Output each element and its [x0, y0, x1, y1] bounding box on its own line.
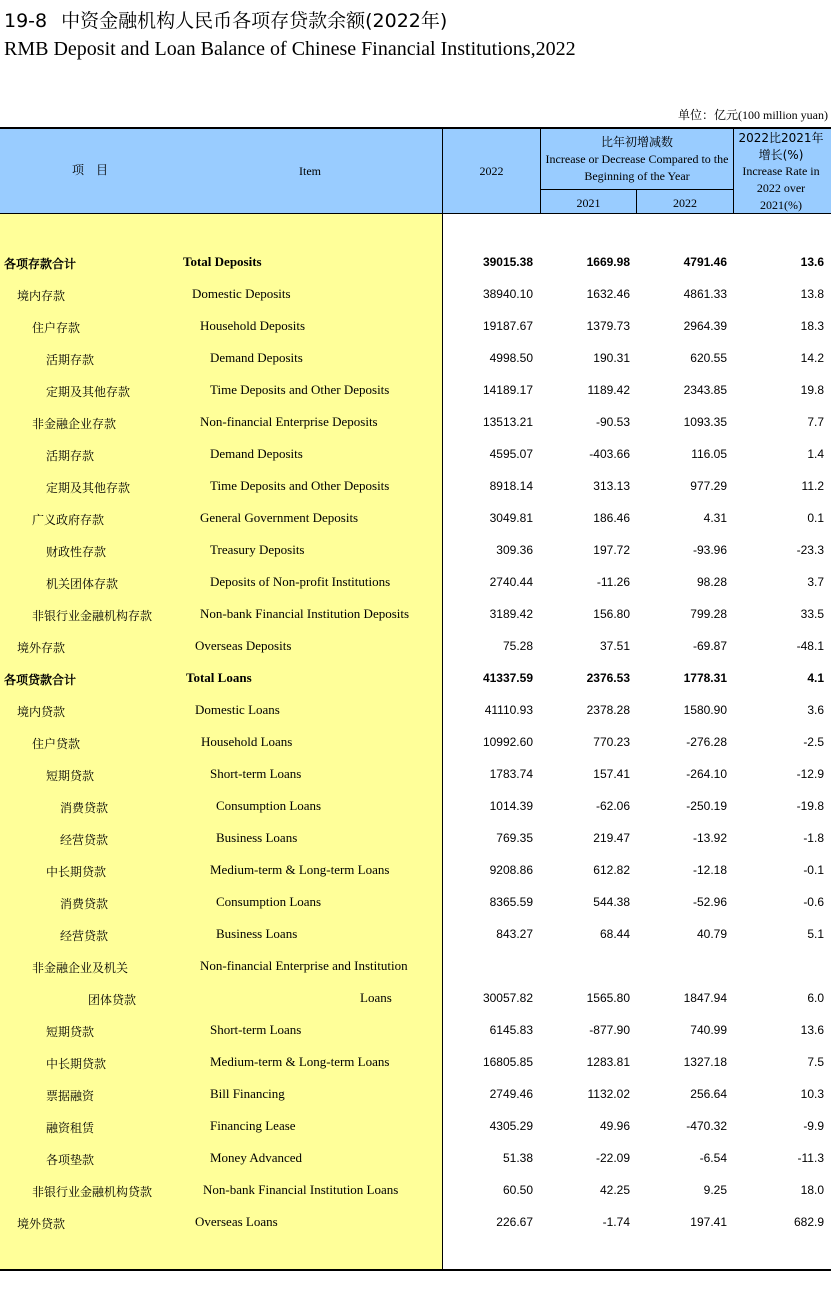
row-value-2022: 16805.85: [482, 1055, 533, 1069]
table-row: [0, 759, 831, 791]
row-rate: 13.8: [800, 287, 824, 301]
row-item-cn: 境内贷款: [17, 705, 66, 719]
row-change-2021: -1.74: [602, 1215, 630, 1229]
header-rate-en: Increase Rate in 2022 over 2021(%): [742, 164, 820, 212]
row-value-2022: 4595.07: [489, 447, 533, 461]
table-row: [0, 567, 831, 599]
row-change-2022: 2964.39: [683, 319, 727, 333]
row-change-2021: 156.80: [593, 607, 630, 621]
row-change-2022: 98.28: [696, 575, 727, 589]
row-item-en: Overseas Loans: [195, 1214, 278, 1229]
row-item-cn: 非金融企业存款: [32, 417, 117, 431]
row-rate: 1.4: [807, 447, 824, 461]
row-item-en: Household Loans: [201, 734, 293, 749]
row-change-2021: 186.46: [593, 511, 630, 525]
row-item-cn: 机关团体存款: [46, 577, 119, 591]
row-change-2021: 1379.73: [586, 319, 630, 333]
row-change-2021: 1565.80: [586, 991, 630, 1005]
row-change-2022: 799.28: [690, 607, 727, 621]
row-change-2021: 42.25: [599, 1183, 630, 1197]
row-value-2022: 38940.10: [482, 287, 533, 301]
row-change-2021: 197.72: [593, 543, 630, 557]
row-change-2021: 1189.42: [587, 383, 630, 397]
row-change-2022: -276.28: [686, 735, 727, 749]
row-item-en: Financing Lease: [210, 1118, 296, 1133]
row-rate: -0.1: [803, 863, 824, 877]
row-item-cn: 各项贷款合计: [4, 673, 77, 687]
row-value-2022: 1783.74: [489, 767, 533, 781]
row-change-2022: 116.05: [691, 447, 727, 461]
table-row: [0, 983, 831, 1015]
row-rate: 18.0: [800, 1183, 824, 1197]
row-change-2021: -90.53: [595, 415, 630, 429]
row-item-cn: 短期贷款: [46, 769, 95, 783]
top-rule: [0, 127, 831, 129]
row-change-2021: 157.41: [593, 767, 630, 781]
row-value-2022: 3049.81: [489, 511, 533, 525]
row-item-cn: 票据融资: [46, 1089, 95, 1103]
row-change-2021: -403.66: [589, 447, 630, 461]
row-item-cn: 定期及其他存款: [46, 385, 131, 399]
row-rate: -0.6: [803, 895, 824, 909]
row-rate: 682.9: [793, 1215, 824, 1229]
row-value-2022: 8365.59: [489, 895, 533, 909]
row-value-2022: 13513.21: [482, 415, 533, 429]
row-rate: 19.8: [800, 383, 824, 397]
row-change-2021: 68.44: [599, 927, 630, 941]
row-item-en: Consumption Loans: [216, 894, 322, 909]
table-row: [0, 727, 831, 759]
table-row: [0, 375, 831, 407]
table-title-cn-text: 中资金融机构人民币各项存贷款余额(2022年): [61, 10, 448, 32]
row-item-cn: 经营贷款: [60, 929, 109, 943]
table-row: [0, 599, 831, 631]
row-item-en: Short-term Loans: [210, 1022, 302, 1037]
table-title-en: RMB Deposit and Loan Balance of Chinese Financial Institutions,2022: [4, 38, 576, 60]
row-value-2022: 4998.50: [489, 351, 533, 365]
row-value-2022: 4305.29: [489, 1119, 533, 1133]
row-change-2022: 1847.94: [683, 991, 727, 1005]
row-item-en: Non-financial Enterprise Deposits: [200, 414, 378, 429]
row-change-2022: 1327.18: [683, 1055, 727, 1069]
row-value-2022: 6145.83: [489, 1023, 533, 1037]
row-item-en: Domestic Loans: [195, 702, 280, 717]
table-row: [0, 1047, 831, 1079]
row-rate: -48.1: [796, 639, 824, 653]
row-item-en: Demand Deposits: [210, 350, 303, 365]
row-item-en: General Government Deposits: [200, 510, 359, 525]
row-change-2021: 1283.81: [586, 1055, 630, 1069]
row-value-2022: 51.38: [502, 1151, 533, 1165]
row-item-en: Business Loans: [216, 830, 298, 845]
row-item-en: Medium-term & Long-term Loans: [210, 1054, 390, 1069]
row-change-2022: -13.92: [692, 831, 727, 845]
row-item-cn: 各项垫款: [46, 1153, 95, 1167]
row-change-2022: 9.25: [703, 1183, 727, 1197]
row-item-cn: 境外存款: [17, 641, 66, 655]
row-value-2022: 1014.39: [489, 799, 533, 813]
unit-cn: 单位：亿元: [677, 108, 738, 122]
row-change-2022: 197.41: [690, 1215, 727, 1229]
table-row: [0, 343, 831, 375]
row-change-2022: -69.87: [692, 639, 727, 653]
row-rate: 4.1: [807, 671, 824, 685]
row-value-2022: 10992.60: [482, 735, 533, 749]
row-item-cn: 非银行业金融机构贷款: [32, 1185, 153, 1199]
header-rate-cn: 2022比2021年增长(%): [738, 131, 824, 162]
row-item-en: Money Advanced: [210, 1150, 303, 1165]
row-item-cn: 定期及其他存款: [46, 481, 131, 495]
row-rate: -9.9: [803, 1119, 824, 1133]
row-item-cn: 广义政府存款: [32, 513, 105, 527]
table-row: [0, 1143, 831, 1175]
table-row: [0, 791, 831, 823]
table-row: [0, 951, 831, 983]
row-value-2022: 60.50: [502, 1183, 533, 1197]
row-change-2021: 313.13: [593, 479, 630, 493]
row-value-2022: 3189.42: [489, 607, 533, 621]
row-rate: -19.8: [796, 799, 824, 813]
table-row: [0, 535, 831, 567]
row-item-cn: 各项存款合计: [4, 257, 77, 271]
table-number: 19-8: [4, 10, 48, 32]
row-change-2022: -250.19: [686, 799, 727, 813]
table-row: [0, 887, 831, 919]
row-value-2022: 41337.59: [482, 671, 533, 685]
row-change-2022: 4791.46: [683, 255, 727, 269]
table-row: [0, 663, 831, 695]
table-row: [0, 407, 831, 439]
table-title-cn: [4, 6, 447, 33]
row-item-cn: 消费贷款: [60, 897, 109, 911]
row-change-2021: -62.06: [595, 799, 630, 813]
row-change-2021: -11.26: [596, 575, 630, 589]
row-change-2022: 1778.31: [683, 671, 727, 685]
row-item-cn: 中长期贷款: [46, 865, 107, 879]
table-row: [0, 439, 831, 471]
row-rate: -11.3: [797, 1151, 824, 1165]
row-item-cn: 融资租赁: [46, 1121, 95, 1135]
row-item-cn: 非金融企业及机关: [32, 961, 129, 975]
header-sub-2021: 2021: [576, 196, 601, 210]
row-value-2022: 39015.38: [482, 255, 533, 269]
table-row: [0, 1079, 831, 1111]
row-item-en: Consumption Loans: [216, 798, 322, 813]
table-row: [0, 503, 831, 535]
row-value-2022: 30057.82: [482, 991, 533, 1005]
row-item-cn: 消费贷款: [60, 801, 109, 815]
row-change-2021: 219.47: [593, 831, 630, 845]
row-change-2022: -264.10: [686, 767, 727, 781]
row-value-2022: 226.67: [496, 1215, 533, 1229]
row-change-2021: 1632.46: [586, 287, 630, 301]
row-change-2022: 1093.35: [683, 415, 727, 429]
row-change-2022: -470.32: [686, 1119, 727, 1133]
row-rate: 11.2: [801, 479, 824, 493]
row-change-2022: 620.55: [690, 351, 727, 365]
row-change-2021: 544.38: [593, 895, 630, 909]
row-item-en: Total Deposits: [183, 254, 262, 269]
row-rate: 0.1: [807, 511, 824, 525]
row-item-en: Loans: [360, 990, 392, 1005]
row-item-en: Overseas Deposits: [195, 638, 292, 653]
row-rate: 14.2: [800, 351, 824, 365]
row-change-2021: 2378.28: [586, 703, 630, 717]
row-item-cn: 住户存款: [32, 321, 81, 335]
row-rate: 18.3: [800, 319, 824, 333]
row-change-2021: 37.51: [599, 639, 630, 653]
row-change-2021: 770.23: [593, 735, 630, 749]
row-rate: 3.7: [807, 575, 824, 589]
row-item-en: Non-bank Financial Institution Loans: [203, 1182, 399, 1197]
row-change-2022: -52.96: [692, 895, 727, 909]
row-value-2022: 75.28: [502, 639, 533, 653]
row-change-2022: 1580.90: [683, 703, 727, 717]
row-value-2022: 9208.86: [489, 863, 533, 877]
row-item-en: Domestic Deposits: [192, 286, 291, 301]
table-row: [0, 695, 831, 727]
row-item-cn: 团体贷款: [88, 993, 137, 1007]
row-change-2022: 4861.33: [683, 287, 727, 301]
unit-en: (100 million yuan): [738, 108, 828, 122]
row-item-en: Time Deposits and Other Deposits: [210, 478, 390, 493]
header-bottom-rule: [0, 213, 831, 214]
row-item-en: Time Deposits and Other Deposits: [210, 382, 390, 397]
row-item-en: Deposits of Non-profit Institutions: [210, 574, 391, 589]
header-2022: 2022: [479, 164, 504, 178]
row-value-2022: 843.27: [496, 927, 533, 941]
row-item-cn: 经营贷款: [60, 833, 109, 847]
bottom-rule: [0, 1269, 831, 1271]
row-change-2022: 256.64: [690, 1087, 727, 1101]
row-item-en: Medium-term & Long-term Loans: [210, 862, 390, 877]
row-value-2022: 41110.93: [484, 703, 533, 717]
row-rate: 33.5: [800, 607, 824, 621]
row-change-2021: 2376.53: [586, 671, 630, 685]
column-divider-rate: [733, 128, 734, 214]
row-rate: 13.6: [800, 1023, 824, 1037]
row-rate: 6.0: [807, 991, 824, 1005]
row-item-en: Non-bank Financial Institution Deposits: [200, 606, 410, 621]
row-rate: 7.5: [807, 1055, 824, 1069]
row-item-en: Business Loans: [216, 926, 298, 941]
row-change-2022: 2343.85: [683, 383, 727, 397]
subheader-divider: [636, 189, 637, 214]
row-item-cn: 境外贷款: [17, 1217, 66, 1231]
row-change-2021: -22.09: [595, 1151, 630, 1165]
table-row: [0, 823, 831, 855]
row-rate: 5.1: [807, 927, 824, 941]
header-item-cn: 项 目: [71, 163, 108, 177]
table-row: [0, 1175, 831, 1207]
row-change-2022: -93.96: [692, 543, 727, 557]
row-value-2022: 309.36: [496, 543, 533, 557]
table-row: [0, 247, 831, 279]
row-item-cn: 短期贷款: [46, 1025, 95, 1039]
row-item-cn: 中长期贷款: [46, 1057, 107, 1071]
row-item-cn: 境内存款: [17, 289, 66, 303]
header-change-cn: 比年初增减数: [600, 135, 673, 149]
row-change-2021: 190.31: [593, 351, 630, 365]
row-change-2022: 740.99: [690, 1023, 727, 1037]
row-change-2021: -877.90: [589, 1023, 630, 1037]
row-value-2022: 19187.67: [482, 319, 533, 333]
row-rate: -2.5: [803, 735, 824, 749]
row-rate: 13.6: [800, 255, 824, 269]
row-item-en: Household Deposits: [200, 318, 306, 333]
header-change-en: Increase or Decrease Compared to the Beginning of the Year: [545, 152, 729, 183]
row-value-2022: 14189.17: [482, 383, 533, 397]
table-row: [0, 855, 831, 887]
row-rate: 7.7: [807, 415, 824, 429]
row-rate: -12.9: [796, 767, 824, 781]
row-change-2022: 977.29: [690, 479, 727, 493]
row-item-en: Short-term Loans: [210, 766, 302, 781]
table-row: [0, 919, 831, 951]
row-change-2022: -12.18: [692, 863, 727, 877]
row-change-2021: 1669.98: [586, 255, 630, 269]
unit-label: [678, 106, 828, 123]
header-item-en: Item: [299, 164, 321, 178]
row-change-2021: 1132.02: [587, 1087, 630, 1101]
row-change-2021: 49.96: [599, 1119, 630, 1133]
row-value-2022: 769.35: [496, 831, 533, 845]
row-rate: -1.8: [803, 831, 824, 845]
table-row: [0, 1015, 831, 1047]
table-row: [0, 631, 831, 663]
row-change-2022: 4.31: [703, 511, 727, 525]
row-item-en: Total Loans: [186, 670, 252, 685]
table-row: [0, 471, 831, 503]
row-rate: 3.6: [807, 703, 824, 717]
row-item-cn: 活期存款: [46, 449, 95, 463]
row-item-en: Treasury Deposits: [210, 542, 305, 557]
row-item-en: Non-financial Enterprise and Institution: [200, 958, 408, 973]
row-item-cn: 活期存款: [46, 353, 95, 367]
row-value-2022: 2749.46: [489, 1087, 533, 1101]
row-item-cn: 财政性存款: [46, 545, 107, 559]
row-item-cn: 住户贷款: [32, 737, 81, 751]
table-row: [0, 311, 831, 343]
row-rate: -23.3: [796, 543, 824, 557]
table-row: [0, 1207, 831, 1239]
row-value-2022: 2740.44: [489, 575, 533, 589]
row-item-en: Bill Financing: [210, 1086, 285, 1101]
header-sub-2022: 2022: [673, 196, 697, 210]
row-item-cn: 非银行业金融机构存款: [32, 609, 153, 623]
row-value-2022: 8918.14: [489, 479, 533, 493]
row-rate: 10.3: [800, 1087, 824, 1101]
row-change-2022: 40.79: [696, 927, 727, 941]
table-row: [0, 279, 831, 311]
row-change-2022: -6.54: [699, 1151, 727, 1165]
row-item-en: Demand Deposits: [210, 446, 303, 461]
row-change-2021: 612.82: [593, 863, 630, 877]
column-divider-2022: [540, 128, 541, 214]
table-row: [0, 1111, 831, 1143]
